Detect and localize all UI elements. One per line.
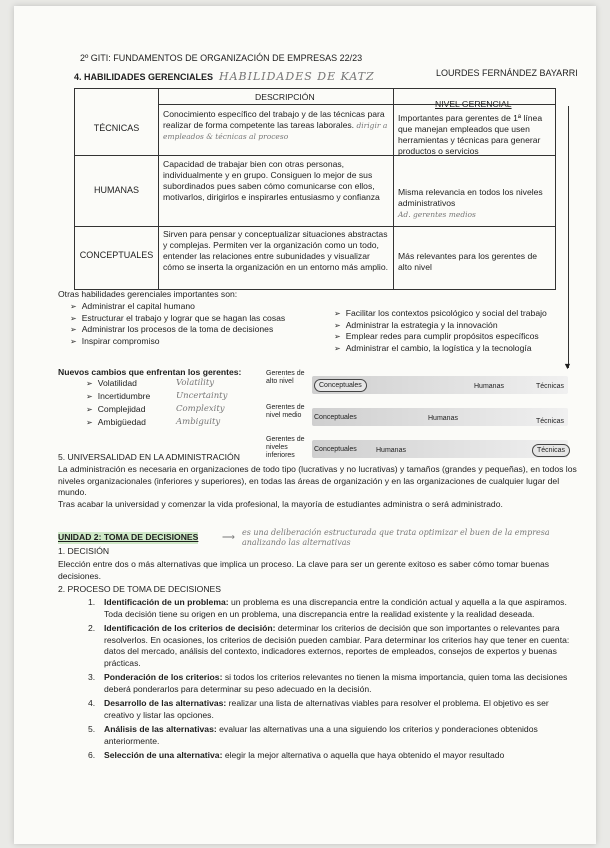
figure-label-humanas: Humanas: [376, 447, 406, 454]
other-skills-right: [334, 308, 574, 354]
arrow-right-icon: ⟶: [222, 532, 235, 542]
section-5-paragraph-2: Tras acabar la universidad y comenzar la vida profesional, la mayoría de estudiantes administra o será administrado.: [58, 499, 503, 509]
figure-label-tecnicas: Técnicas: [532, 444, 570, 457]
other-skills-title: Otras habilidades gerenciales importantes son:: [58, 289, 238, 299]
col-header-descripcion: DESCRIPCIÓN: [255, 92, 315, 102]
list-item: 3. Ponderación de los criterios: si todos los criterios relevantes no tienen la misma importancia, quien toma las decisiones deberá ponderarlos para determinar su peso adecuado en la decisión.: [88, 672, 568, 694]
section-5-paragraph-1: La administración es necesaria en organizaciones de todo tipo (lucrativas y no lucrativas) y tamaños (grandes y pequeñas), en todos los niveles organizacionales (inferiores y superiores), en todas las áreas de organización y en las organizaciones de cualquier lugar del mundo.: [58, 464, 577, 497]
figure-row-label: Gerentes de alto nivel: [266, 370, 305, 385]
unit-2-title: UNIDAD 2: TOMA DE DECISIONES: [58, 532, 199, 542]
figure-label-conceptuales: Conceptuales: [314, 414, 357, 421]
changes-list: [86, 378, 266, 430]
list-item: ➢ Administrar el cambio, la logística y la tecnología: [334, 343, 574, 355]
desc-humanas: Capacidad de trabajar bien con otras personas, individualmente y en grupo. Consiguen lo mejor de sus subordinados pues saben cómo comunicarse con ellos, motivarlos, dirigirlos e inspirarles entusiasmo y confianza: [163, 159, 380, 202]
list-item: ➢ Facilitar los contextos psicológico y social del trabajo: [334, 308, 574, 320]
list-item: 5. Análisis de las alternativas: evaluar las alternativas una a una siguiendo los criterios y ponderaciones obtenidos anteriormente.: [88, 724, 538, 746]
figure-label-tecnicas: Técnicas: [536, 418, 565, 425]
list-item: ➢ Estructurar el trabajo y lograr que se hagan las cosas: [70, 313, 310, 325]
handwritten-title: HABILIDADES DE KATZ: [219, 70, 375, 83]
list-item: ➢ Ambigüedad Ambiguity: [86, 417, 266, 430]
figure-row-label: Gerentes de nivel medio: [266, 404, 305, 419]
figure-label-humanas: Humanas: [428, 415, 458, 422]
process-title: 2. PROCESO DE TOMA DE DECISIONES: [58, 584, 222, 594]
other-skills-left: [70, 301, 310, 347]
skills-levels-figure: [266, 370, 576, 462]
list-item: 4. Desarrollo de las alternativas: realizar una lista de alternativas viables para resolver el problema. El objetivo es ser creativo y listar las opciones.: [88, 698, 549, 720]
row-label-conceptuales: CONCEPTUALES: [79, 250, 154, 260]
decision-text: Elección entre dos o más alternativas que implica un proceso. La clave para ser un gerente exitoso es saber cómo tomar buenas decisiones.: [58, 559, 550, 581]
decision-title: 1. DECISIÓN: [58, 546, 110, 556]
nivel-conceptuales: Más relevantes para los gerentes de alto nivel: [398, 251, 538, 272]
process-steps: [88, 597, 576, 765]
row-label-tecnicas: TÉCNICAS: [93, 123, 140, 133]
figure-label-tecnicas: Técnicas: [536, 383, 565, 390]
list-item: 2. Identificación de los criterios de decisión: determinar los criterios de decisión que son importantes o relevantes para resolverlos. En ocasiones, los criterios de decisión pueden cambiar. Para determinar los criterios hay que tener en cuenta: datos del mercado, análisis del contexto, indicadores externos, reportes de empleados, consejos de expertos y buenas prácticas.: [88, 623, 570, 668]
desc-conceptuales: Sirven para pensar y conceptualizar situaciones abstractas y complejas. Permiten ver la organización como un todo, entender las relaciones entre subunidades y visualizar cómo se inserta la organización en un entorno más amplio.: [163, 229, 388, 272]
list-item: ➢ Volatilidad Volatility: [86, 378, 266, 391]
figure-row-label: Gerentes de niveles inferiores: [266, 436, 305, 459]
section-4-title: 4. HABILIDADES GERENCIALES: [74, 72, 214, 82]
nivel-tecnicas: Importantes para gerentes de 1ª línea que manejan empleados que usen herramientas y técnicas para generar productos o servicios: [398, 113, 543, 156]
list-item: ➢ Complejidad Complexity: [86, 404, 266, 417]
author-header: LOURDES FERNÁNDEZ BAYARRI: [436, 68, 578, 78]
list-item: ➢ Administrar el capital humano: [70, 301, 310, 313]
desc-tecnicas: Conocimiento específico del trabajo y de las técnicas para realizar de forma competente las tareas laborales. dirigir a empleados & técnicas al proceso: [163, 109, 388, 141]
nivel-humanas: Misma relevancia en todos los niveles administrativos: [398, 187, 543, 208]
unit-2-hand-note: es una deliberación estructurada que trata optimizar el buen de la empresa analizando las alternativas: [242, 528, 550, 547]
list-item: 6. Selección de una alternativa: elegir la mejor alternativa o aquella que haya obtenido el mayor resultado: [88, 750, 505, 760]
list-item: ➢ Incertidumbre Uncertainty: [86, 391, 266, 404]
row-label-humanas: HUMANAS: [93, 185, 139, 195]
arrow-head-icon: ▼: [563, 361, 572, 371]
skills-table: [74, 88, 556, 290]
course-header: 2º GITI: FUNDAMENTOS DE ORGANIZACIÓN DE EMPRESAS 22/23: [80, 53, 363, 63]
list-item: ➢ Inspirar compromiso: [70, 336, 310, 348]
figure-label-conceptuales: Conceptuales: [314, 379, 367, 392]
list-item: 1. Identificación de un problema: un problema es una discrepancia entre la condición actual y aquella a la que aspiramos. Toda decisión tiene su origen en un problema, una discrepancia entre la realidad existente y la realidad deseada.: [88, 597, 567, 619]
figure-label-conceptuales: Conceptuales: [314, 446, 357, 453]
document-page: [14, 6, 596, 844]
list-item: ➢ Administrar la estrategia y la innovación: [334, 320, 574, 332]
nivel-humanas-note: Ad. gerentes medios: [398, 210, 476, 219]
list-item: ➢ Emplear redes para cumplir propósitos específicos: [334, 331, 574, 343]
list-item: ➢ Administrar los procesos de la toma de decisiones: [70, 324, 310, 336]
col-header-nivel: NIVEL GERENCIAL: [435, 99, 512, 109]
section-5-title: 5. UNIVERSALIDAD EN LA ADMINISTRACIÓN: [58, 452, 240, 462]
figure-label-humanas: Humanas: [474, 383, 504, 390]
changes-title: Nuevos cambios que enfrentan los gerentes:: [58, 367, 242, 377]
